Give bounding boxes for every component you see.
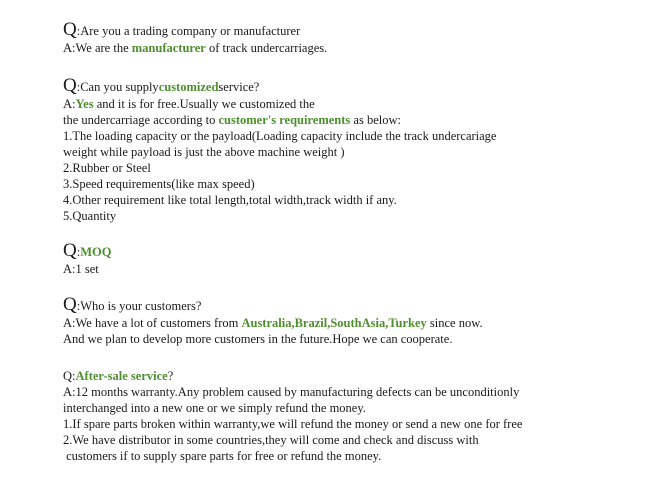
answer-4-line-1 — [63, 315, 483, 331]
question-5 — [63, 368, 522, 384]
question-text: :Are you a trading company or manufacturer — [76, 24, 301, 38]
question-letter: Q — [63, 240, 77, 261]
qa-block-3 — [63, 241, 111, 277]
question-text: :Can you supply — [76, 80, 159, 94]
qa-block-1 — [63, 20, 327, 56]
answer-5-line: 1.If spare parts broken within warranty,we will refund the money or send a new one for free — [63, 417, 523, 431]
question-4 — [63, 295, 483, 315]
answer-5-line: 2.We have distributor in some countries,they will come and check and discuss with — [63, 433, 479, 447]
qa-block-4 — [63, 295, 483, 347]
question-1 — [63, 20, 327, 40]
question-text: ? — [167, 369, 174, 383]
answer-5-line: A:12 months warranty.Any problem caused by manufacturing defects can be unconditionly — [63, 385, 520, 399]
highlight-manufacturer: manufacturer — [131, 41, 206, 55]
answer-5-line: customers if to supply spare parts for free or refund the money. — [63, 449, 382, 463]
requirement-item: 3.Speed requirements(like max speed) — [63, 177, 255, 191]
answer-1 — [63, 40, 327, 56]
requirement-item: 2.Rubber or Steel — [63, 161, 151, 175]
question-letter: Q — [63, 294, 77, 315]
answer-4-line-2: And we plan to develop more customers in the future.Hope we can cooperate. — [63, 332, 453, 346]
question-letter: Q — [63, 19, 77, 40]
answer-text: and it is for free.Usually we customized the — [93, 97, 315, 111]
question-letter: Q — [63, 75, 77, 96]
answer-text: A:We are the — [63, 41, 132, 55]
question-text: : — [76, 245, 81, 259]
requirement-item: 5.Quantity — [63, 209, 117, 223]
answer-text: A: — [63, 97, 76, 111]
answer-text: of track undercarriages. — [205, 41, 328, 55]
qa-block-2 — [63, 76, 496, 224]
answer-2-line-2 — [63, 112, 496, 128]
answer-3: A:1 set — [63, 262, 99, 276]
answer-text: the undercarriage according to — [63, 113, 219, 127]
question-text: service? — [218, 80, 260, 94]
highlight-customized: customized — [158, 80, 219, 94]
highlight-moq: MOQ — [80, 245, 112, 259]
highlight-after-sale: After-sale service — [75, 369, 168, 383]
highlight-requirements: customer's requirements — [218, 113, 351, 127]
question-3 — [63, 241, 111, 261]
question-2 — [63, 76, 496, 96]
requirement-item: 4.Other requirement like total length,total width,track width if any. — [63, 193, 397, 207]
answer-5-line: interchanged into a new one or we simply refund the money. — [63, 401, 366, 415]
question-text: :Who is your customers? — [76, 299, 202, 313]
qa-block-5 — [63, 368, 522, 464]
answer-text: A:We have a lot of customers from — [63, 316, 242, 330]
requirement-item: weight while payload is just the above machine weight ) — [63, 145, 345, 159]
answer-text: as below: — [350, 113, 401, 127]
answer-2-line-1 — [63, 96, 496, 112]
requirement-item: 1.The loading capacity or the payload(Loading capacity include the track undercariage — [63, 129, 497, 143]
highlight-countries: Australia,Brazil,SouthAsia,Turkey — [241, 316, 427, 330]
answer-text: since now. — [426, 316, 483, 330]
question-text: Q: — [63, 369, 76, 383]
highlight-yes: Yes — [75, 97, 94, 111]
